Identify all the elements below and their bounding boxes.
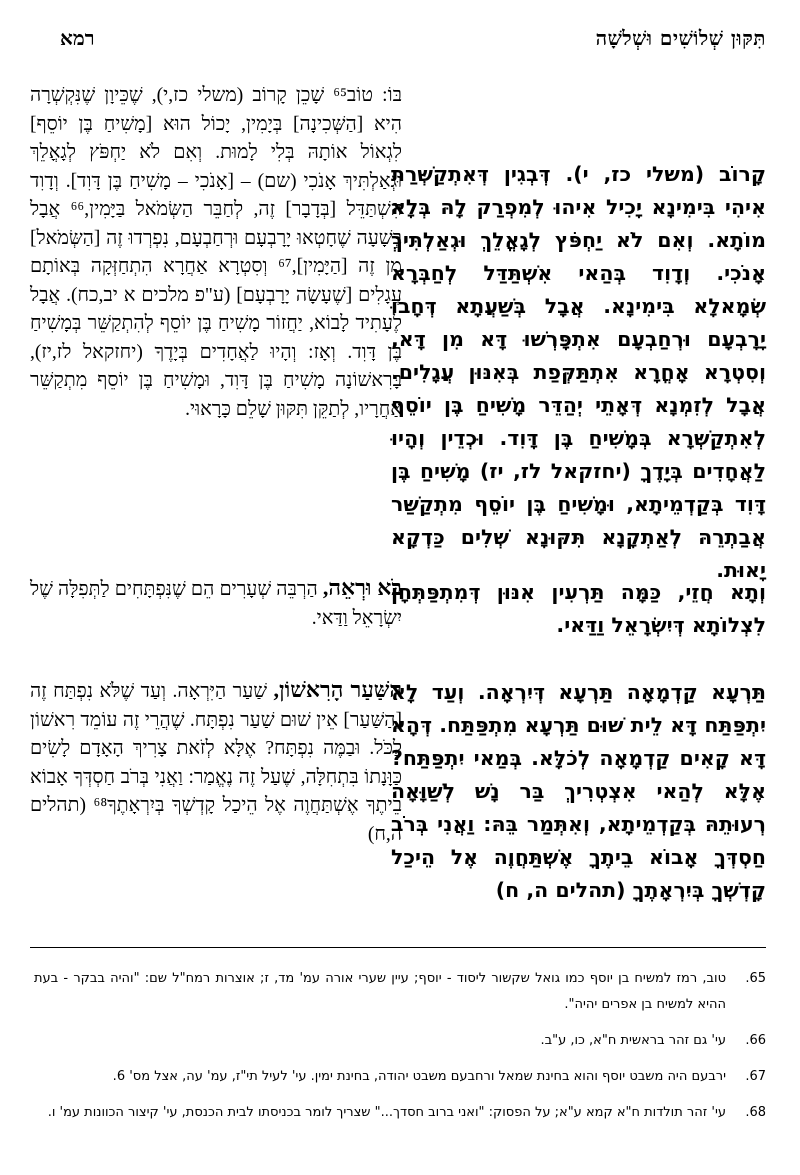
aramaic-paragraph-3: תַּרְעָא קַדְמָאָה תַּרְעָא דְּיִרְאָה. וְעַד לָא יִתְפַּתַּח דָּא לֵית שׁוּם תַּרְעָא מִתְפַּתַּח. דְּהָא דָּא קָאִים קַדְמָאָה לְכֹלָּא. בְּמַאי יִתְפַּתַּח? אֶלָּא לְהַאי אִצְטְרִיךְ בַּר נָשׁ לְשַׁוָּאָה רְעוּתֵהּ בְּקַדְמֵיתָא, וְאִתְּמַר בֵּהּ: וַאֲנִי בְּרֹב חַסְדְּךָ אָבוֹא בֵיתֶךָ אֶשְׁתַּחֲוֶה אֶל הֵיכַל קָדְשְׁךָ בְּיִרְאָתֶךָ (תהלים ה, ח) [391, 680, 766, 902]
hebrew-section-2 [30, 574, 402, 633]
footnote-67 [34, 1064, 766, 1090]
footnote-text: עי' גם זהר בראשית ח"א, כו, ע"ב. [540, 1033, 726, 1048]
hebrew-paragraph-2 [30, 574, 402, 633]
aramaic-section-2 [391, 576, 766, 642]
hebrew-section-1 [30, 82, 402, 424]
aramaic-section-1 [391, 158, 766, 587]
hebrew-section-2-lead: בֹּא וּרְאֵה, [322, 575, 403, 600]
footnote-number: .67 [745, 1069, 766, 1084]
footnote-68 [34, 1100, 766, 1126]
footnote-text: ירבעם היה משבט יוסף והוא בחינת שמאל ורחבעם משבט יהודה, בחינת ימין. עי' לעיל תי"ז, עמ' עה, אצל מס' 6. [112, 1069, 726, 1084]
footnote-65 [34, 966, 766, 1018]
footnote-number: .68 [745, 1105, 766, 1120]
hebrew-paragraph-3 [30, 676, 402, 849]
hebrew-section-3-text: שַׁעַר הַיִּרְאָה. וְעַד שֶׁלֹּא נִפְתַּח זֶה [הַשַּׁעַר] אֵין שׁוּם שַׁעַר נִפְתָּח. שֶׁהֲרֵי זֶה עוֹמֵד רִאשׁוֹן לַכֹּל. וּבַמֶּה נִפְתָּח? אֶלָּא לְזֹאת צָרִיךְ הָאָדָם לָשִׂים כַּוָּנָתוֹ בִּתְחִלָּה, שֶׁעַל זֶה נֶאֱמַר: וַאֲנִי בְּרֹב חַסְדְּךָ אָבוֹא בֵיתֶךָ אֶשְׁתַּחֲוֶה אֶל הֵיכַל קָדְשְׁךָ בְּיִרְאָתֶךָ⁶⁸ (תהלים ה,ח) [30, 681, 402, 845]
aramaic-paragraph-1: קָרוֹב (משלי כז, י). דְּבְגִין דְּאִתְקַשְּׁרַת אִיהִי בִּימִינָא יָכִיל אִיהוּ לְמִפְרַק לָהּ בְּלָא מוֹתָא. וְאִם לֹא יַחְפֹּץ לְגָאֳלֵךְ וּגְאַלְתִּיךְ אָנֹכִי. וְדָוִד בְּהַאי אִשְׁתַּדַּל לְחַבְּרָא שְׂמָאלָא בִּימִינָא. אֲבָל בְּשַׁעֲתָא דְּחָבוּ יָרָבְעָם וּרְחַבְעָם אִתְפָּרְשׁוּ דָּא מִן דָּא, וְסִטְרָא אָחֳרָא אִתְתַּקְּפַת בְּאִנּוּן עֲגָלִים. אֲבָל לְזִמְנָא דְּאָתֵי יְהַדֵּר מָשִׁיחַ בֶּן יוֹסֵף לְאִתְקַשְּׁרָא בְּמָשִׁיחַ בֶּן דָּוִד. וּכְדֵין וְהָיוּ לַאֲחָדִים בְּיָדֶךָ (יחזקאל לז, יז) מָשִׁיחַ בֶּן דָּוִד בְּקַדְמֵיתָא, וּמָשִׁיחַ בֶּן יוֹסֵף מִתְקַשַּׁר אֲבַתְרֵהּ לְאַתְקָנָא תִּקּוּנָא שְׁלִים כַּדְקָא יָאוּת. [391, 162, 766, 582]
hebrew-section-3-lead: הַשַּׁעַר הָרִאשׁוֹן, [273, 677, 402, 702]
hebrew-section-2-text: הַרְבֵּה שְׁעָרִים הֵם שֶׁנִּפְתָּחִים לַתְּפִלָּה שֶׁל יִשְׂרָאֵל וַדַּאי. [30, 579, 402, 629]
hebrew-section-3 [30, 676, 402, 849]
running-title: תִּקּוּן שְׁלוֹשִׁים וּשְׁלשָׁה [595, 26, 766, 50]
footnote-text: עי' זהר תולדות ח"א קמא ע"א; על הפסוק: "ואני ברוב חסדך..." שצריך לומר בכניסתו לבית הכנסת, עי' קיצור הכוונות עמ' ו. [47, 1105, 726, 1120]
footnote-divider [30, 947, 766, 948]
footnotes [34, 966, 766, 1136]
footnote-66 [34, 1028, 766, 1054]
footnote-number: .66 [745, 1033, 766, 1048]
footnote-number: .65 [745, 971, 766, 986]
aramaic-section-3 [391, 676, 766, 907]
page-header [60, 26, 766, 66]
hebrew-paragraph-1: בּוֹ: טוֹב⁶⁵ שָׁכֵן קָרוֹב (משלי כז,י), שֶׁכֵּיוָן שֶׁנִּקְשְׁרָה הִיא [הַשְּׁכִינָה] בְּיָמִין, יָכוֹל הוּא [מָשִׁיחַ בֶּן יוֹסֵף] לִגְאוֹל אוֹתָהּ בְּלִי לָמוּת. וְאִם לֹא יַחְפֹּץ לְגָאֳלֵךְ וּגְאַלְתִּיךְ אָנֹכִי (שם) – [אָנֹכִי – מָשִׁיחַ בֶּן דָּוִד]. וְדָוִד הִשְׁתַּדֵּל [בְּדָבָר] זֶה, לְחַבֵּר הַשְּׂמֹאל בַּיָּמִין,⁶⁶ אֲבָל בְּשָׁעָה שֶׁחָטְאוּ יָרָבְעָם וּרְחַבְעָם, נִפְרְדוּ זֶה [הַשְּׂמֹאל] מִן זֶה [הַיָּמִין],⁶⁷ וְסִטְרָא אַחֲרָא הִתְחַזְּקָה בְּאוֹתָם עֲגָלִים [שֶׁעָשָׂה יָרָבְעָם] (ע"פ מלכים א יב,כח). אֲבָל לֶעָתִיד לָבוֹא, יַחֲזוֹר מָשִׁיחַ בֶּן יוֹסֵף לְהִתְקַשֵּׁר בְּמָשִׁיחַ בֶּן דָּוִד. וְאָז: וְהָיוּ לַאֲחָדִים בְּיָדֶךָ (יחזקאל לז,יז), בָּרִאשׁוֹנָה מָשִׁיחַ בֶּן דָּוִד, וּמָשִׁיחַ בֶּן יוֹסֵף מִתְקַשֵּׁר אַחֲרָיו, לְתַקֵּן תִּקּוּן שָׁלֵם כָּרָאוּי. [30, 85, 402, 420]
page-number: רמא [60, 26, 95, 50]
footnote-text: טוב, רמז למשיח בן יוסף כמו גואל שקשור ליסוד - יוסף; עיין שערי אורה עמ' מד, ז; אוצרות רמח"ל שם: "והיה בבקר - בעת ההיא למשיח בן אפרים יהיה". [34, 971, 726, 1012]
aramaic-paragraph-2: וְתָא חֲזֵי, כַּמָּה תַּרְעִין אִנּוּן דְּמִתְפַּתְּחָן לִצְלוֹתָא דְּיִשְׂרָאֵל וַדַּאי. [391, 580, 766, 637]
